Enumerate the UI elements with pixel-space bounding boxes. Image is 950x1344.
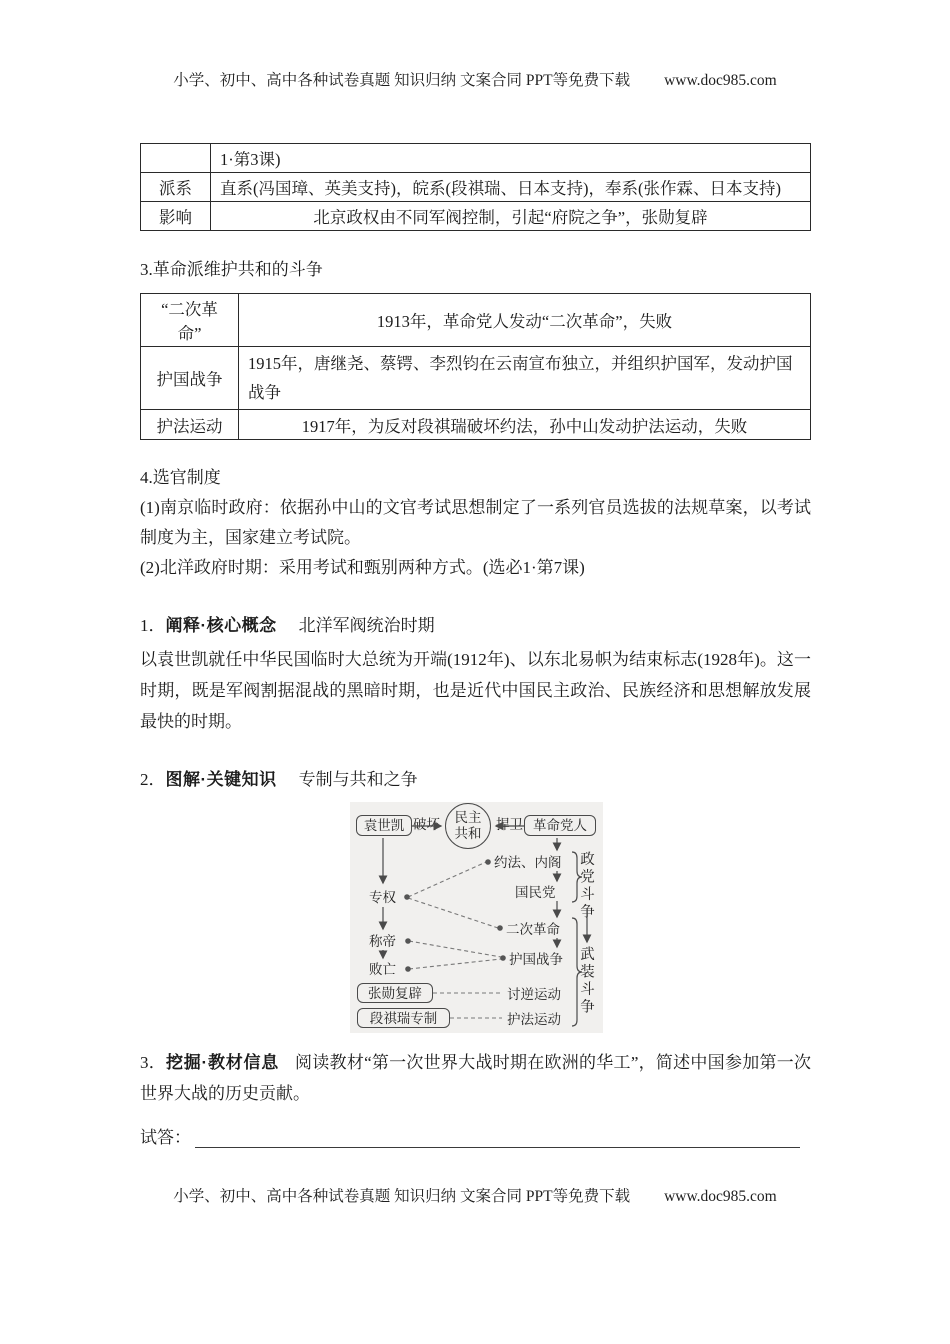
row-content: 1913年，革命党人发动“二次革命”，失败 bbox=[239, 294, 811, 347]
table-row bbox=[141, 173, 811, 202]
material-number: 3． bbox=[140, 1053, 167, 1072]
answer-row bbox=[140, 1122, 811, 1148]
table-row bbox=[141, 347, 811, 410]
chengdi-label: 称帝 bbox=[369, 934, 396, 949]
row-label bbox=[141, 144, 211, 173]
row-label: 派系 bbox=[141, 173, 211, 202]
row-content: 1915年，唐继尧、蔡锷、李烈钧在云南宣布独立，并组织护国军，发动护国战争 bbox=[239, 347, 811, 410]
table-row bbox=[141, 144, 811, 173]
answer-label: 试答： bbox=[140, 1128, 191, 1147]
map-heading bbox=[140, 765, 811, 795]
warlord-factions-table bbox=[140, 143, 811, 231]
header-watermark bbox=[0, 68, 950, 90]
section4-item2: (2)北洋政府时期：采用考试和甄别两种方式。(选必1·第7课) bbox=[140, 558, 585, 577]
concept-label: 阐释·核心概念 bbox=[165, 616, 277, 635]
material-heading bbox=[140, 1047, 811, 1109]
row-label: “二次革命” bbox=[141, 294, 239, 347]
brace-political-struggle bbox=[572, 852, 582, 902]
zhangxunfubi-box: 张勋复辟 bbox=[357, 983, 433, 1003]
footer-watermark-url[interactable]: www.doc985.com bbox=[664, 1188, 777, 1205]
header-watermark-url[interactable]: www.doc985.com bbox=[664, 72, 777, 89]
material-label: 挖掘·教材信息 bbox=[166, 1053, 280, 1072]
guomindang-label: 国民党 bbox=[515, 885, 556, 900]
braces bbox=[572, 852, 582, 1026]
footer-watermark-text: 小学、初中、高中各种试卷真题 知识归纳 文案合同 PPT等免费下载 bbox=[173, 1188, 631, 1205]
brace-armed-struggle bbox=[572, 918, 582, 1026]
section4-item1: (1)南京临时政府：依据孙中山的文官考试思想制定了一系列官员选拔的法规草案，以考试制度为主，国家建立考试院。 bbox=[140, 498, 811, 547]
duanqiruizhuanzhi-box: 段祺瑞专制 bbox=[357, 1008, 450, 1028]
table-row bbox=[141, 294, 811, 347]
row-content: 1·第3课) bbox=[211, 144, 811, 173]
row-label: 影响 bbox=[141, 202, 211, 231]
table-row bbox=[141, 410, 811, 440]
answer-blank-line[interactable] bbox=[195, 1126, 800, 1148]
row-content: 北京政权由不同军阀控制，引起“府院之争”，张勋复辟 bbox=[211, 202, 811, 231]
section4 bbox=[140, 463, 811, 583]
republic-struggles-table bbox=[140, 293, 811, 440]
gemingdangren-box: 革命党人 bbox=[524, 815, 596, 836]
minzhu-gonghe-circle bbox=[445, 803, 491, 849]
yuanshikai-box: 袁世凯 bbox=[356, 815, 412, 836]
hufayundong-label: 护法运动 bbox=[507, 1012, 561, 1027]
dashed-links bbox=[408, 862, 502, 1018]
concept-heading bbox=[140, 611, 811, 641]
zhuanquan-label: 专权 bbox=[369, 890, 396, 905]
concept-body: 以袁世凯就任中华民国临时大总统为开端(1912年)、以东北易帜为结束标志(1928年)。这一时期，既是军阀割据混战的黑暗时期，也是近代中国民主政治、民族经济和思想解放发展最快的时期。 bbox=[140, 650, 811, 731]
huguozhanzheng-label: 护国战争 bbox=[509, 952, 563, 967]
material-body: 阅读教材“第一次世界大战时期在欧洲的华工”，简述中国参加第一次世界大战的历史贡献。 bbox=[140, 1053, 811, 1103]
taoniyundong-label: 讨逆运动 bbox=[507, 987, 561, 1002]
baiwang-label: 败亡 bbox=[369, 962, 396, 977]
section3-heading: 3.革命派维护共和的斗争 bbox=[140, 260, 323, 279]
zhengdangdouzheng-label: 政党斗争 bbox=[578, 851, 594, 921]
section4-heading: 4.选官制度 bbox=[140, 468, 221, 487]
circle-line1: 民主 bbox=[454, 810, 482, 825]
row-content: 1917年，为反对段祺瑞破坏约法，孙中山发动护法运动，失败 bbox=[239, 410, 811, 440]
concept-number: 1． bbox=[140, 616, 166, 635]
row-content: 直系(冯国璋、英美支持)，皖系(段祺瑞、日本支持)，奉系(张作霖、日本支持) bbox=[211, 173, 811, 202]
row-label: 护国战争 bbox=[141, 347, 239, 410]
yuefa-neige-label: 约法、内阁 bbox=[494, 855, 562, 870]
concept-diagram bbox=[350, 802, 603, 1033]
solid-arrows bbox=[383, 826, 587, 958]
map-label: 图解·关键知识 bbox=[165, 770, 277, 789]
table-row bbox=[141, 202, 811, 231]
pohuai-label: 破坏 bbox=[413, 817, 440, 832]
circle-line2: 共和 bbox=[454, 826, 482, 841]
document-body bbox=[140, 143, 811, 1148]
header-watermark-text: 小学、初中、高中各种试卷真题 知识归纳 文案合同 PPT等免费下载 bbox=[173, 72, 631, 89]
wuzhuangdouzheng-label: 武装斗争 bbox=[578, 946, 594, 1016]
ercigeming-label: 二次革命 bbox=[506, 922, 560, 937]
concept-title: 北洋军阀统治时期 bbox=[298, 616, 435, 635]
map-title: 专制与共和之争 bbox=[298, 770, 418, 789]
row-label: 护法运动 bbox=[141, 410, 239, 440]
hanwei-label: 捍卫 bbox=[496, 817, 523, 832]
map-number: 2． bbox=[140, 770, 166, 789]
footer-watermark bbox=[0, 1184, 950, 1206]
